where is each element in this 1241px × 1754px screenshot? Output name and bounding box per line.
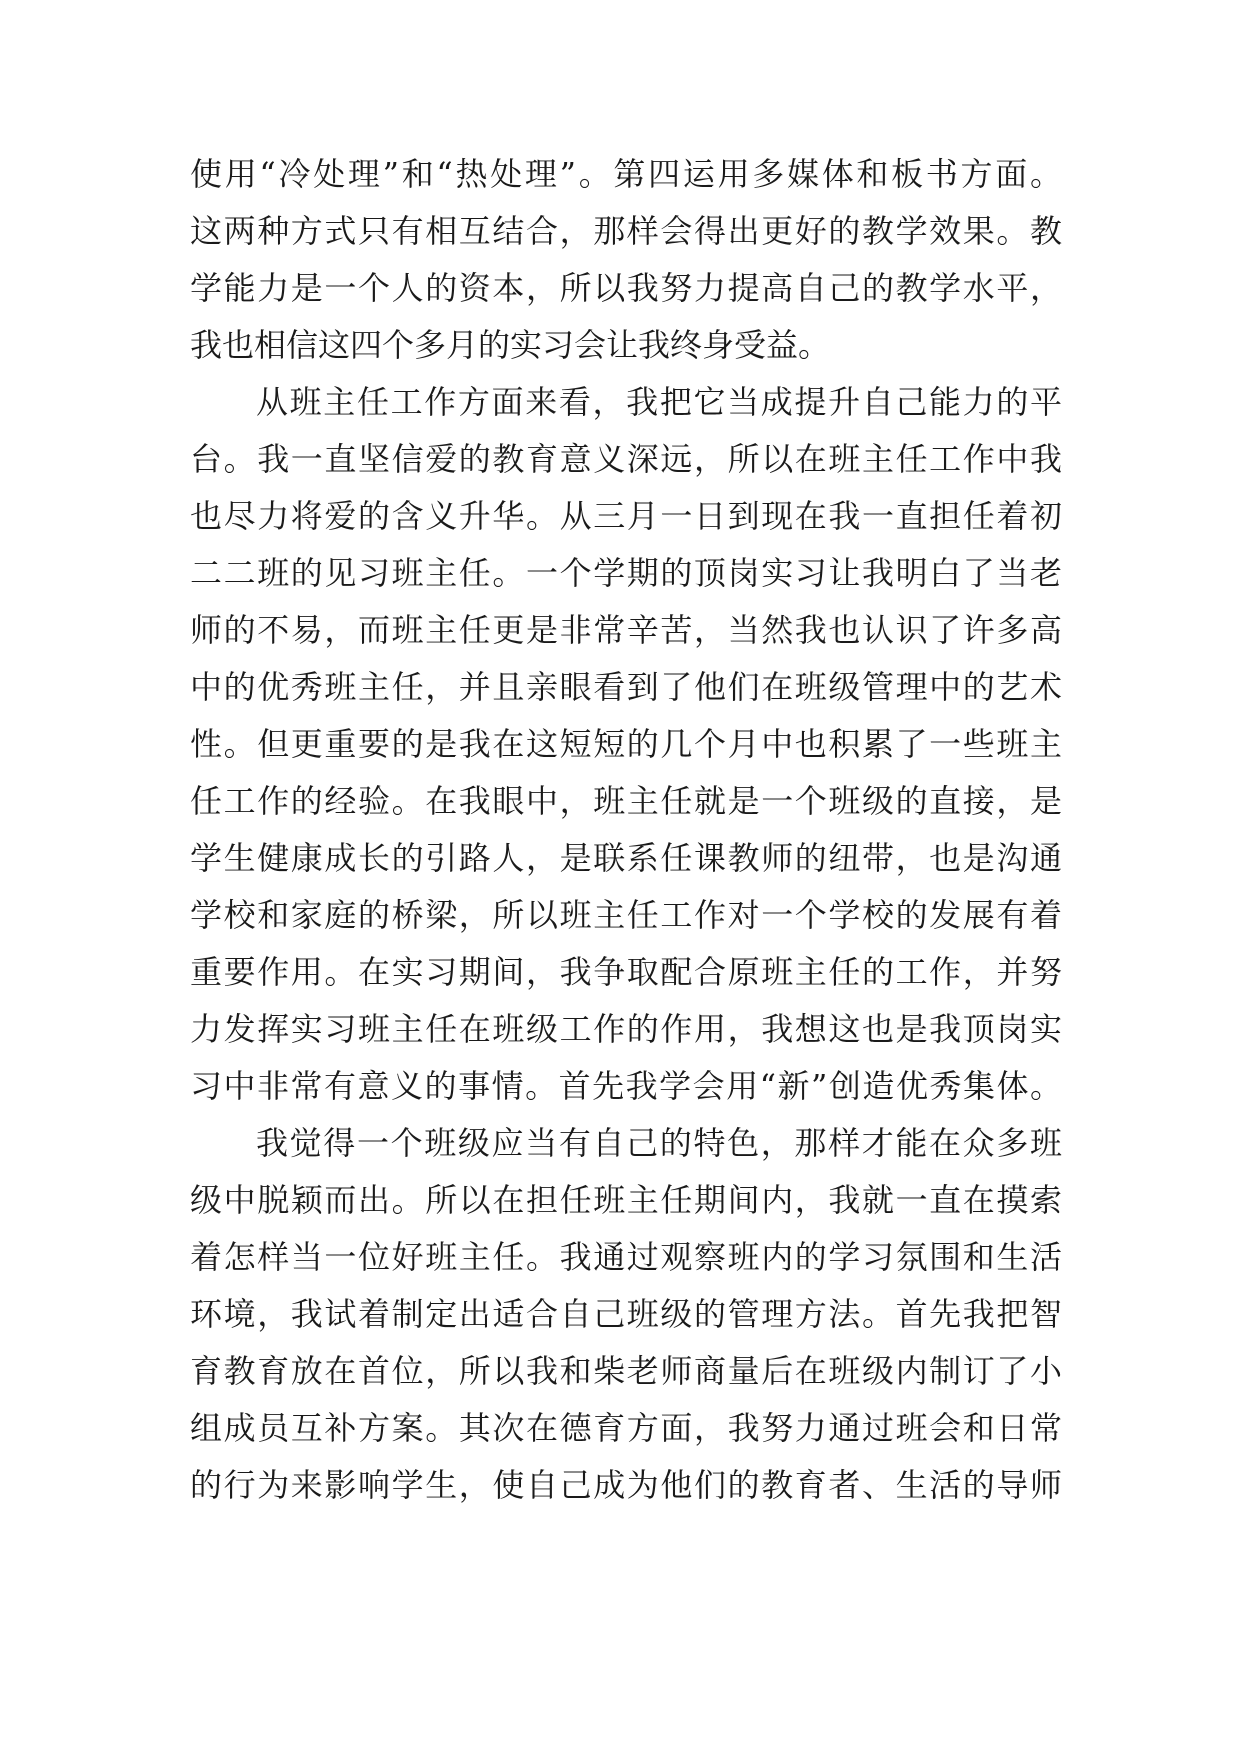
paragraph-2-line-3: 也尽力将爱的含义升华。从三月一日到现在我一直担任着初 — [190, 497, 1062, 535]
paragraph-2-line-2: 台。我一直坚信爱的教育意义深远，所以在班主任工作中我 — [190, 440, 1062, 478]
paragraph-2-line-9: 学生健康成长的引路人，是联系任课教师的纽带，也是沟通 — [190, 839, 1062, 877]
paragraph-2-line-5: 师的不易，而班主任更是非常辛苦，当然我也认识了许多高 — [190, 611, 1062, 649]
paragraph-2-line-13: 习中非常有意义的事情。首先我学会用“新”创造优秀集体。 — [190, 1067, 1062, 1105]
paragraph-2-line-8: 任工作的经验。在我眼中，班主任就是一个班级的直接，是 — [190, 782, 1062, 820]
paragraph-1-line-2: 这两种方式只有相互结合，那样会得出更好的教学效果。教 — [190, 212, 1062, 250]
paragraph-3-line-5: 育教育放在首位，所以我和柴老师商量后在班级内制订了小 — [190, 1352, 1062, 1390]
paragraph-2-line-4: 二二班的见习班主任。一个学期的顶岗实习让我明白了当老 — [190, 554, 1062, 592]
paragraph-1-line-4: 我也相信这四个多月的实习会让我终身受益。 — [190, 326, 831, 364]
paragraph-1-line-3: 学能力是一个人的资本，所以我努力提高自己的教学水平， — [190, 269, 1062, 307]
paragraph-3-line-3: 着怎样当一位好班主任。我通过观察班内的学习氛围和生活 — [190, 1238, 1062, 1276]
paragraph-2-line-7: 性。但更重要的是我在这短短的几个月中也积累了一些班主 — [190, 725, 1062, 763]
paragraph-2-line-10: 学校和家庭的桥梁，所以班主任工作对一个学校的发展有着 — [190, 896, 1062, 934]
paragraph-2-line-1: 从班主任工作方面来看，我把它当成提升自己能力的平 — [256, 383, 1062, 421]
paragraph-3-line-7: 的行为来影响学生，使自己成为他们的教育者、生活的导师 — [190, 1466, 1062, 1504]
paragraph-3-line-1: 我觉得一个班级应当有自己的特色，那样才能在众多班 — [256, 1124, 1062, 1162]
paragraph-2-line-12: 力发挥实习班主任在班级工作的作用，我想这也是我顶岗实 — [190, 1010, 1062, 1048]
paragraph-3-line-6: 组成员互补方案。其次在德育方面，我努力通过班会和日常 — [190, 1409, 1062, 1447]
paragraph-3-line-4: 环境，我试着制定出适合自己班级的管理方法。首先我把智 — [190, 1295, 1062, 1333]
paragraph-2-line-6: 中的优秀班主任，并且亲眼看到了他们在班级管理中的艺术 — [190, 668, 1062, 706]
paragraph-1-line-1: 使用“冷处理”和“热处理”。第四运用多媒体和板书方面。 — [190, 155, 1062, 193]
paragraph-2-line-11: 重要作用。在实习期间，我争取配合原班主任的工作，并努 — [190, 953, 1062, 991]
paragraph-3-line-2: 级中脱颖而出。所以在担任班主任期间内，我就一直在摸索 — [190, 1181, 1062, 1219]
